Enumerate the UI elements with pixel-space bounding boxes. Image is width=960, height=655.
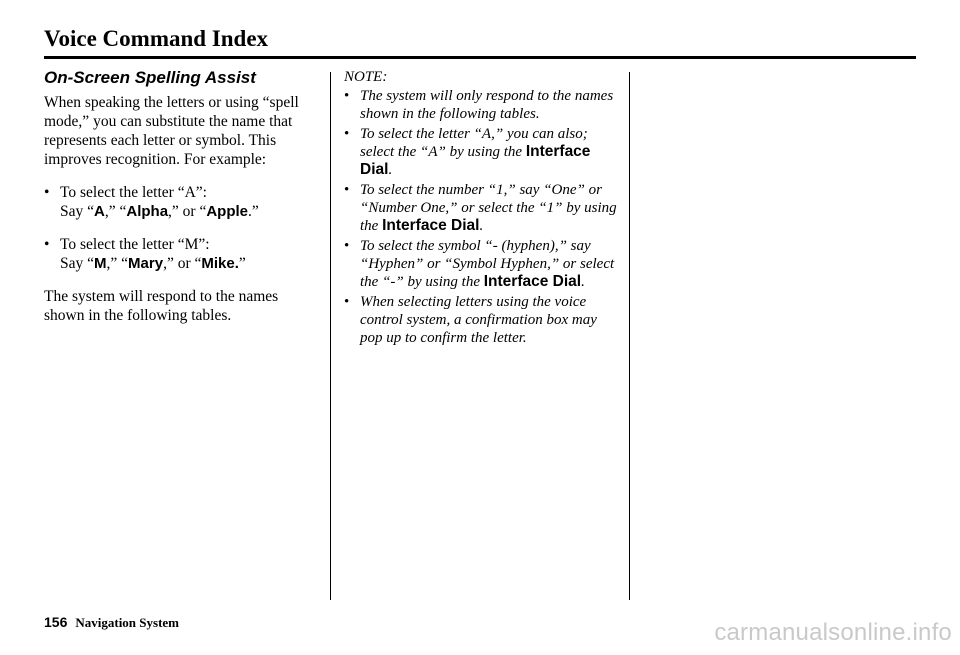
- intro-paragraph: When speaking the letters or using “spell mode,” you can substitute the name that represents each letter or symbol. This improves recognition. For example:: [44, 94, 299, 168]
- example-item-a: [44, 183, 320, 221]
- title-rule: [44, 56, 916, 59]
- page-footer: [44, 614, 179, 631]
- note-item-5: • When selecting letters using the voice control system, a confirmation box may pop up to confirm the letter.: [344, 294, 597, 346]
- note-item-1: • The system will only respond to the names shown in the following tables.: [344, 88, 614, 122]
- bullet-icon: •: [344, 126, 350, 142]
- bullet-icon: •: [344, 294, 350, 310]
- interface-dial-term: Interface Dial: [483, 273, 582, 290]
- example-a-line1: To select the letter “A”:: [60, 184, 207, 201]
- interface-dial-term: Interface Dial: [360, 143, 591, 178]
- page-number: 156: [44, 614, 68, 630]
- example-m-line1: To select the letter “M”:: [60, 236, 210, 253]
- bullet-icon: •: [344, 182, 350, 198]
- example-m-say-line: Say “M,” “Mary,” or “Mike.”: [60, 255, 246, 272]
- note-label: NOTE:: [344, 69, 388, 85]
- interface-dial-term: Interface Dial: [382, 217, 480, 234]
- closing-paragraph: The system will respond to the names shown in the following tables.: [44, 288, 279, 324]
- note-item-3: • To select the number “1,” say “One” or “Number One,” or select the “1” by using the Interface Dial.: [344, 182, 617, 234]
- column-divider-right: [629, 72, 630, 600]
- page-title: Voice Command Index: [44, 26, 269, 51]
- footer-section-name: Navigation System: [75, 615, 179, 630]
- left-column: [44, 66, 320, 339]
- column-divider-left: [330, 72, 331, 600]
- note-item-2: • To select the letter “A,” you can also; select the “A” by using the Interface Dial.: [344, 126, 591, 178]
- note-column: [344, 68, 620, 349]
- example-item-m: [44, 235, 320, 273]
- watermark: carmanualsonline.info: [714, 619, 952, 646]
- example-a-say-line: Say “A,” “Alpha,” or “Apple.”: [60, 203, 259, 220]
- bullet-icon: •: [44, 184, 50, 201]
- note-item-4: • To select the symbol “- (hyphen),” say “Hyphen” or “Symbol Hyphen,” or select the “-” by using the Interface Dial.: [344, 238, 615, 290]
- bullet-icon: •: [344, 88, 350, 104]
- section-heading: On-Screen Spelling Assist: [44, 68, 256, 87]
- bullet-icon: •: [44, 236, 50, 253]
- bullet-icon: •: [344, 238, 350, 254]
